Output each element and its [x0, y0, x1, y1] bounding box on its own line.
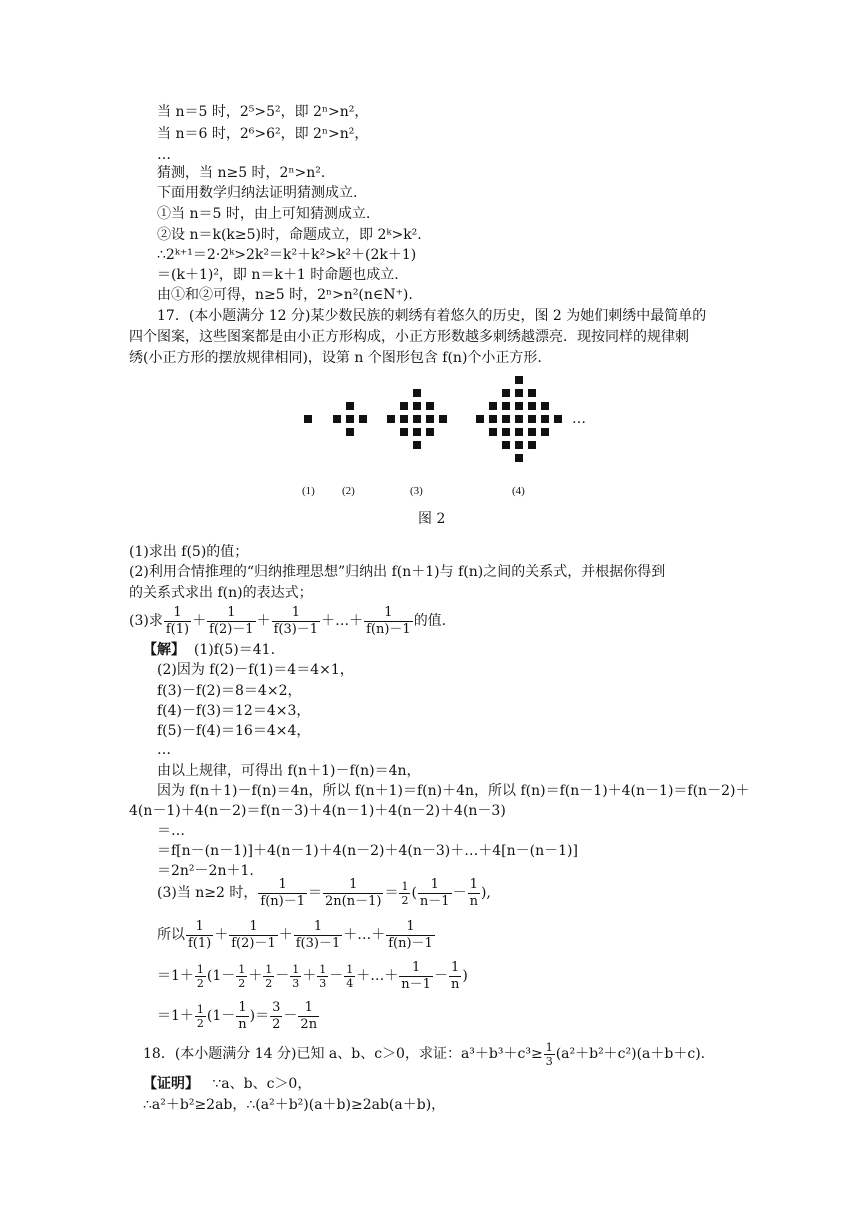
text-line: ②设 n＝k(k≥5)时，命题成立，即 2ᵏ>k². — [157, 227, 422, 243]
fraction: $\frac{1}{f(n)-1}$ — [388, 918, 433, 951]
figure-label-2: (2) — [342, 485, 355, 497]
fraction: $\frac{1}{n}$ — [450, 959, 460, 992]
pattern-2-square — [346, 402, 354, 410]
fraction: $\frac{1}{3}$ — [292, 962, 300, 990]
pattern-4-square — [541, 402, 549, 410]
fraction: $\frac{1}{f(n)-1}$ — [260, 876, 305, 909]
fraction: $\frac{1}{2}$ — [196, 962, 204, 990]
fraction: $\frac{1}{4}$ — [346, 962, 354, 990]
pattern-4-square — [502, 402, 510, 410]
text-line: 由①和②可得，n≥5 时，2ⁿ>n²(n∈N⁺). — [157, 287, 413, 303]
pattern-3-square — [426, 428, 434, 436]
pattern-3-square — [413, 415, 421, 423]
fraction: $\frac{1}{n-1}$ — [401, 959, 431, 992]
fraction: $\frac{1}{n-1}$ — [419, 876, 450, 909]
question-17-line: 17．(本小题满分 12 分)某少数民族的刺绣有着悠久的历史，图 2 为她们刺绣中最简单的 — [157, 308, 707, 324]
question-18: 18．(本小题满分 14 分)已知 a、b、c＞0，求证：a³＋b³＋c³≥ $\frac{1}{3}$ (a²＋b²＋c²)(a＋b＋c). — [143, 1040, 706, 1068]
fraction: $\frac{1}{f(2)-1}$ — [231, 918, 276, 951]
pattern-3-square — [426, 402, 434, 410]
pattern-4-square — [515, 389, 523, 397]
solution-line-3: (3)当 n≥2 时， $\frac{1}{f(n)-1}$ ＝ $\frac{1}{2n(n-1)}$ ＝ $\frac{1}{2}$ ( $\frac{1}{n-1}$ － $\frac{1}{n}$ ), — [157, 876, 491, 909]
pattern-4-square — [528, 428, 536, 436]
solution-line: f(3)－f(2)＝8＝4×2， — [157, 683, 302, 699]
pattern-4-square — [515, 428, 523, 436]
pattern-4-square — [489, 415, 497, 423]
pattern-3-square — [426, 415, 434, 423]
fraction: $\frac{1}{n}$ — [238, 999, 247, 1032]
pattern-4-square — [515, 454, 523, 462]
fraction: $\frac{1}{2}$ — [401, 879, 409, 907]
part-3: (3)求 $\frac{1}{f(1)}$ ＋ $\frac{1}{f(2)-1}$ ＋ $\frac{1}{f(3)-1}$ ＋…＋ $\frac{1}{f(n)-1}$ 的值. — [129, 604, 447, 637]
solution-line: (2)因为 f(2)－f(1)＝4＝4×1， — [157, 662, 354, 678]
text-line: … — [157, 147, 171, 163]
pattern-4-square — [528, 415, 536, 423]
solution-sum-line: ＝1＋ $\frac{1}{2}$ (1－ $\frac{1}{2}$ ＋ $\frac{1}{2}$ － $\frac{1}{3}$ ＋ $\frac{1}{3}$ － $\frac{1}{4}$ ＋…＋ $\frac{1}{n-1}$ － $\frac{1}{n}$ ) — [157, 959, 468, 992]
pattern-1-square — [304, 415, 312, 423]
pattern-4-square — [541, 428, 549, 436]
pattern-4-square — [489, 428, 497, 436]
continuation-dots: … — [572, 411, 586, 427]
solution-sum-line: 所以 $\frac{1}{f(1)}$ ＋ $\frac{1}{f(2)-1}$ ＋ $\frac{1}{f(3)-1}$ ＋…＋ $\frac{1}{f(n)-1}$ — [157, 918, 433, 951]
fraction: $\frac{1}{f(1)}$ — [188, 918, 212, 951]
pattern-3-square — [400, 428, 408, 436]
pattern-2-square — [333, 415, 341, 423]
figure-label-3: (3) — [410, 485, 423, 497]
pattern-4-square — [515, 415, 523, 423]
solution-line: 由以上规律，可得出 f(n＋1)－f(n)＝4n， — [157, 763, 421, 779]
pattern-2-square — [346, 428, 354, 436]
pattern-3-square — [413, 428, 421, 436]
fraction: $\frac{1}{2}$ — [265, 962, 273, 990]
text-line: 当 n＝5 时，2⁵>5²，即 2ⁿ>n²， — [157, 104, 369, 120]
pattern-2-square — [346, 415, 354, 423]
solution-line: 因为 f(n＋1)－f(n)＝4n，所以 f(n＋1)＝f(n)＋4n，所以 f(n)＝f(n－1)＋4(n－1)＝f(n－2)＋ — [157, 783, 750, 799]
proof-line: 【证明】 ∵a、b、c＞0， — [143, 1076, 312, 1092]
fraction: $\frac{1}{f(2)-1}$ — [209, 604, 254, 637]
part-2-line: (2)利用合情推理的“归纳推理思想”归纳出 f(n＋1)与 f(n)之间的关系式，并根据你得到 — [129, 564, 666, 580]
fraction: $\frac{1}{f(3)-1}$ — [295, 918, 341, 951]
text-line: 当 n＝6 时，2⁶>6²，即 2ⁿ>n²， — [157, 126, 369, 142]
pattern-4-square — [554, 415, 562, 423]
fraction: $\frac{1}{2n(n-1)}$ — [325, 876, 382, 909]
solution-final-line: ＝1＋ $\frac{1}{2}$ (1－ $\frac{1}{n}$ )＝ $\frac{3}{2}$ － $\frac{1}{2n}$ — [157, 999, 318, 1032]
text-line: 猜测，当 n≥5 时，2ⁿ>n². — [157, 165, 326, 181]
pattern-3-square — [387, 415, 395, 423]
pattern-3-square — [400, 402, 408, 410]
pattern-4-square — [502, 441, 510, 449]
text-line: 下面用数学归纳法证明猜测成立. — [157, 185, 358, 201]
figure-caption: 图 2 — [418, 511, 446, 527]
pattern-3-square — [400, 415, 408, 423]
solution-line: 【解】 (1)f(5)＝41. — [143, 642, 276, 658]
fraction: $\frac{1}{2}$ — [196, 1002, 204, 1030]
pattern-2-square — [359, 415, 367, 423]
fraction: $\frac{1}{2}$ — [238, 962, 246, 990]
pattern-4-square — [489, 402, 497, 410]
pattern-4-square — [502, 428, 510, 436]
fraction: $\frac{1}{f(1)}$ — [165, 604, 190, 637]
pattern-4-square — [541, 415, 549, 423]
pattern-3-square — [413, 389, 421, 397]
solution-tag: 【解】 — [143, 642, 185, 658]
solution-line: f(4)－f(3)＝12＝4×3， — [157, 703, 311, 719]
fraction: $\frac{1}{f(3)-1}$ — [273, 604, 319, 637]
solution-line: f(5)－f(4)＝16＝4×4， — [157, 723, 311, 739]
pattern-4-square — [502, 415, 510, 423]
fraction: $\frac{1}{f(n)-1}$ — [366, 604, 411, 637]
pattern-3-square — [413, 441, 421, 449]
solution-line: ＝… — [157, 823, 185, 839]
text-line: ①当 n＝5 时，由上可知猜测成立. — [157, 206, 371, 222]
part-1: (1)求出 f(5)的值； — [129, 544, 249, 560]
part-3-label: (3)求 — [129, 613, 163, 629]
fraction: $\frac{1}{n}$ — [469, 876, 478, 909]
figure-label-4: (4) — [512, 485, 525, 497]
pattern-4-square — [528, 402, 536, 410]
solution-line: … — [157, 742, 171, 758]
pattern-4-square — [515, 441, 523, 449]
part-2-line: 的关系式求出 f(n)的表达式； — [129, 585, 313, 601]
solution-line: ＝2n²－2n＋1. — [157, 863, 254, 879]
pattern-4-square — [502, 389, 510, 397]
fraction: $\frac{1}{3}$ — [545, 1040, 553, 1068]
pattern-4-square — [515, 402, 523, 410]
fraction: $\frac{1}{2n}$ — [300, 999, 318, 1032]
solution-line: ＝f[n－(n－1)]＋4(n－1)＋4(n－2)＋4(n－3)＋…＋4[n－(n－1)] — [157, 843, 578, 859]
question-17-line: 绣(小正方形的摆放规律相同)，设第 n 个图形包含 f(n)个小正方形. — [129, 350, 542, 366]
pattern-4-square — [528, 389, 536, 397]
text-line: ∴2ᵏ⁺¹＝2·2ᵏ>2k²＝k²＋k²>k²＋(2k＋1) — [157, 247, 417, 263]
proof-tag: 【证明】 — [143, 1076, 199, 1092]
fraction: $\frac{3}{2}$ — [272, 999, 281, 1032]
question-17-line: 四个图案，这些图案都是由小正方形构成，小正方形数越多刺绣越漂亮．现按同样的规律刺 — [129, 329, 689, 345]
pattern-4-square — [528, 441, 536, 449]
fraction: $\frac{1}{3}$ — [319, 962, 327, 990]
pattern-3-square — [413, 402, 421, 410]
pattern-4-square — [515, 376, 523, 384]
text-line: ＝(k＋1)²，即 n＝k＋1 时命题也成立. — [157, 267, 399, 283]
proof-line: ∴a²＋b²≥2ab，∴(a²＋b²)(a＋b)≥2ab(a＋b)， — [143, 1097, 446, 1113]
solution-line: 4(n－1)＋4(n－2)＝f(n－3)＋4(n－1)＋4(n－2)＋4(n－3) — [129, 803, 506, 819]
figure-label-1: (1) — [302, 485, 315, 497]
pattern-4-square — [476, 415, 484, 423]
pattern-3-square — [439, 415, 447, 423]
